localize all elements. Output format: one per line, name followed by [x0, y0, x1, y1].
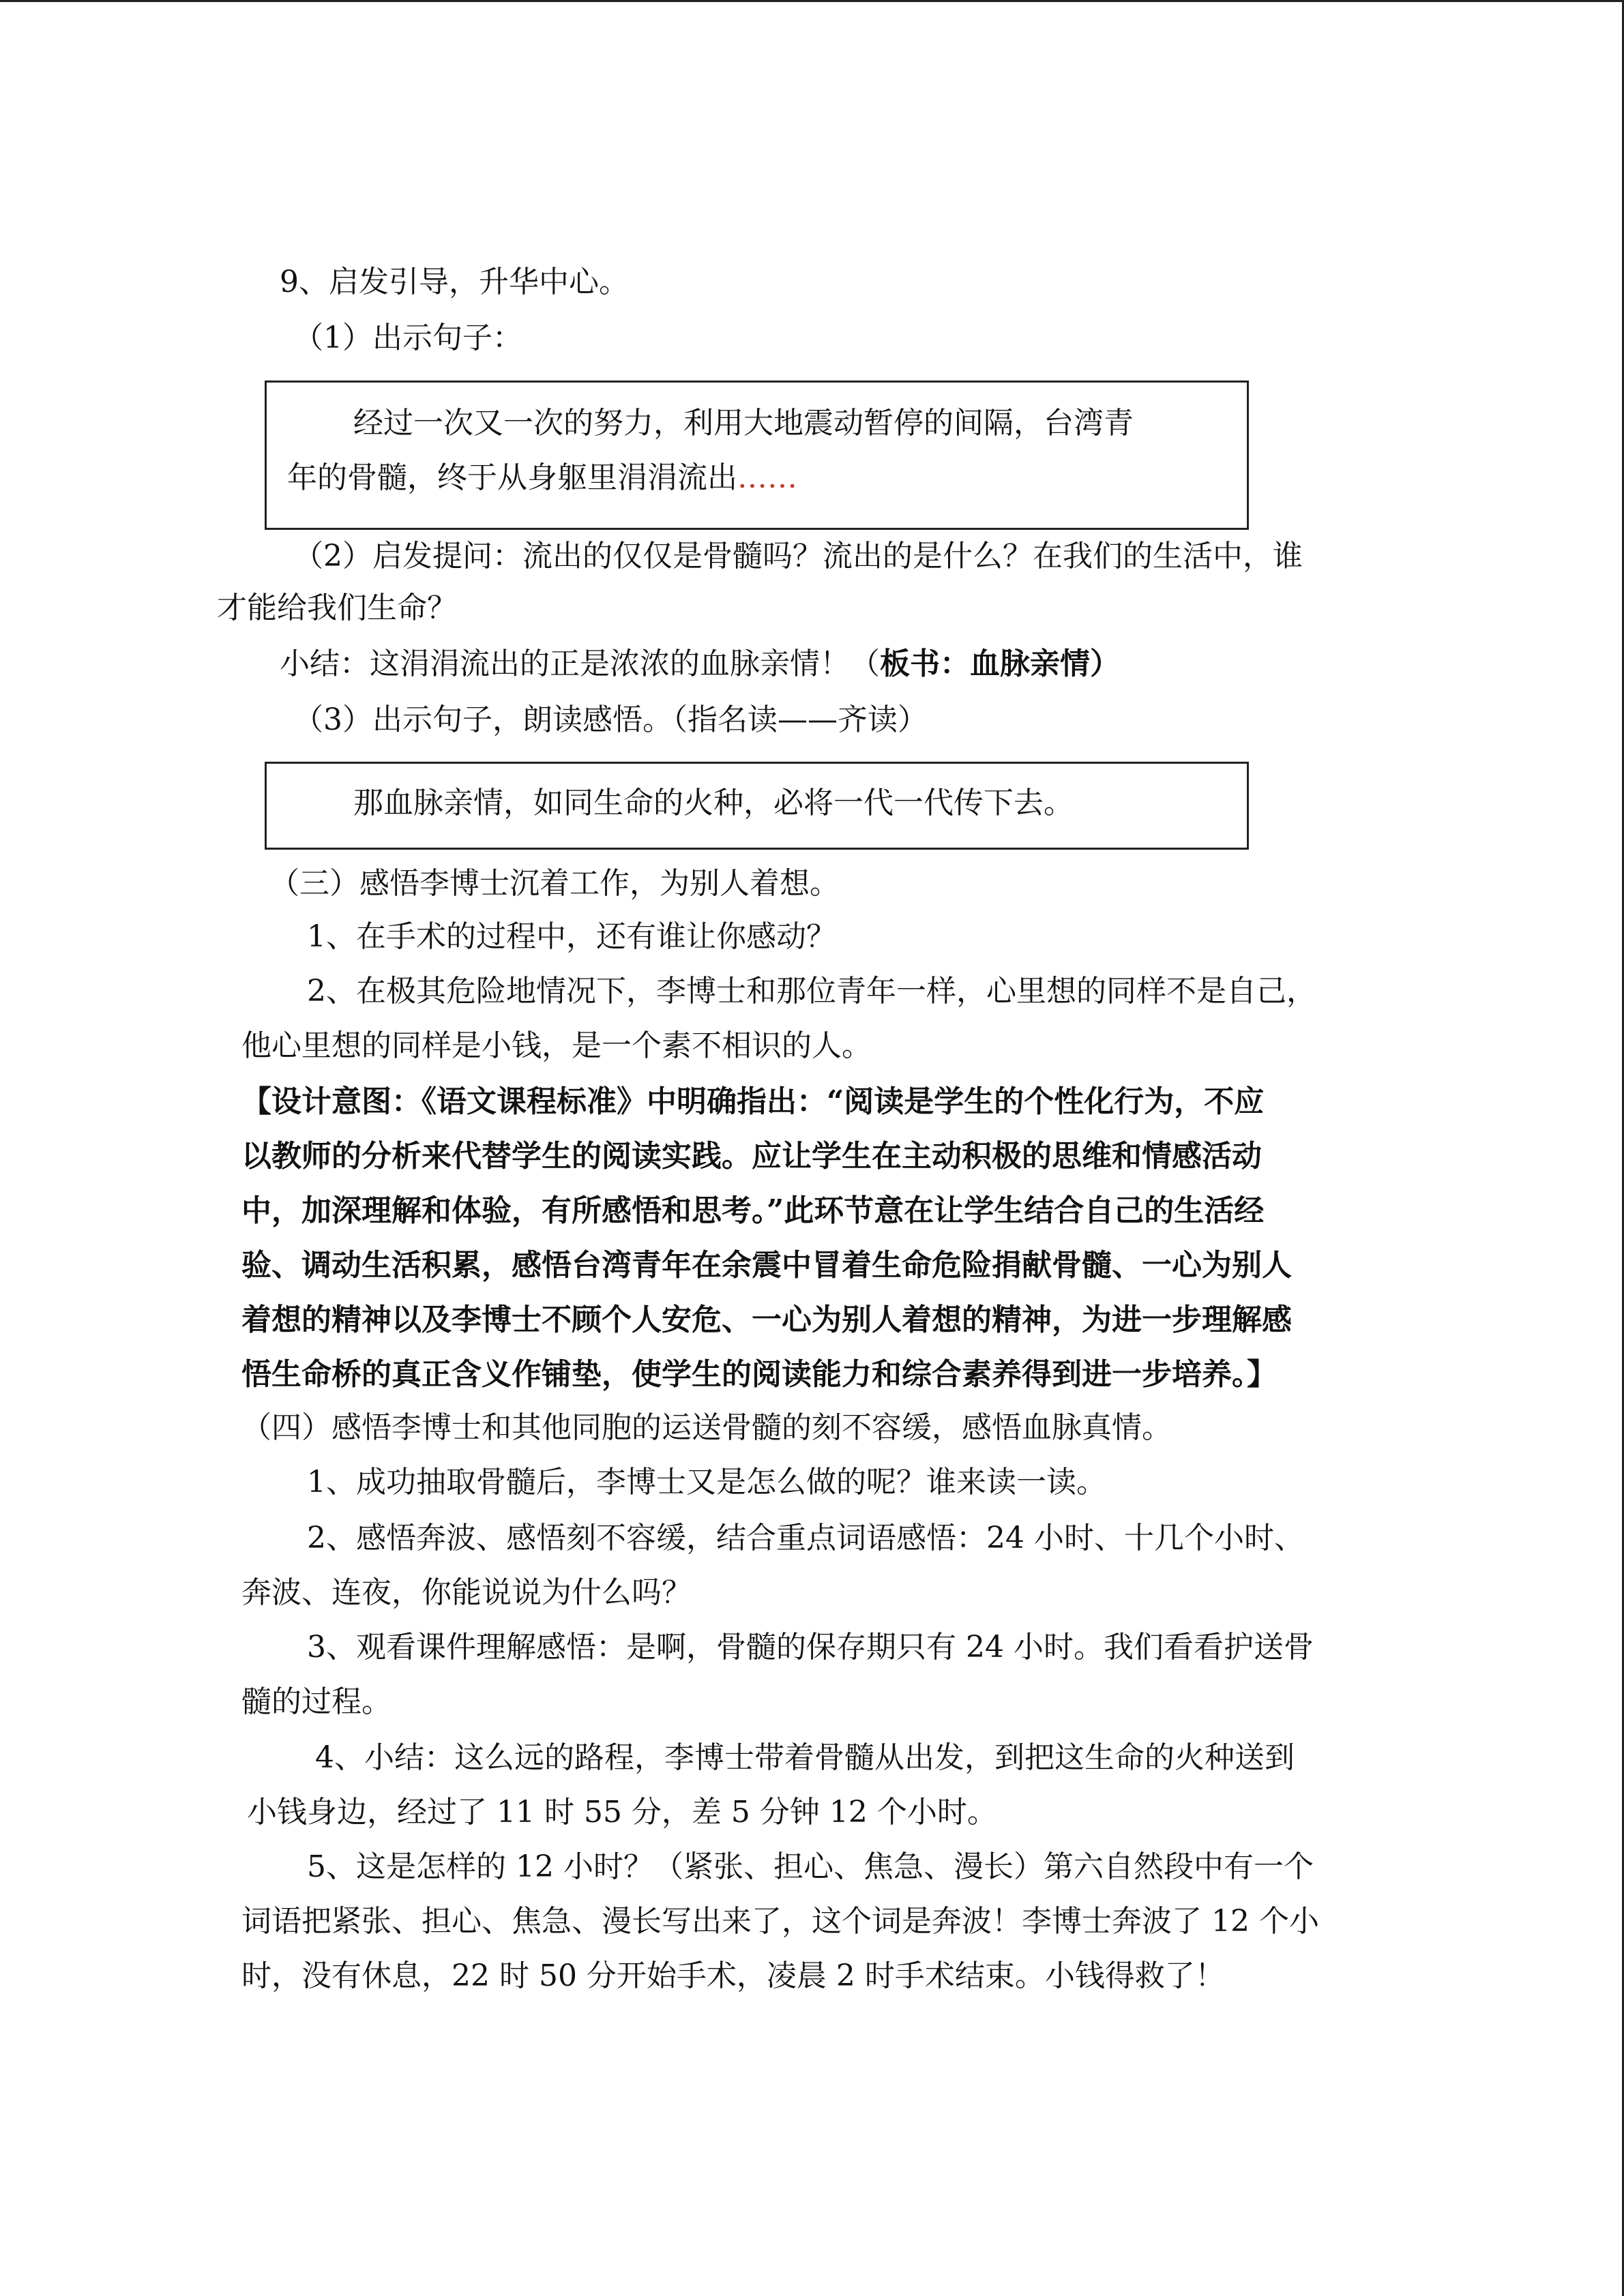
design-intent-line-1: 【设计意图：《语文课程标准》中明确指出：“阅读是学生的个性化行为，不应 — [241, 1084, 1265, 1119]
step-3-label: （3）出示句子，朗读感悟。（指名读——齐读） — [293, 702, 928, 737]
quote-box-1-line-1: 经过一次又一次的努力，利用大地震动暂停的间隔，台湾青 — [353, 406, 1134, 441]
page-border-top — [0, 0, 1624, 2]
step-2-question-cont: 才能给我们生命？ — [217, 591, 457, 625]
quote-box-2-line-1: 那血脉亲情，如同生命的火种，必将一代一代传下去。 — [353, 786, 1074, 820]
item-1: 1、在手术的过程中，还有谁让你感动？ — [307, 919, 836, 954]
quote-box-2 — [265, 762, 1249, 850]
section-heading-3: （三）感悟李博士沉着工作，为别人着想。 — [269, 866, 840, 901]
section-heading-4: （四）感悟李博士和其他同胞的运送骨髓的刻不容缓，感悟血脉真情。 — [241, 1410, 1172, 1445]
item-4-3: 3、观看课件理解感悟：是啊，骨髓的保存期只有 24 小时。我们看看护送骨 — [307, 1630, 1314, 1665]
item-4-3-cont: 髓的过程。 — [241, 1684, 392, 1719]
step-2-question: （2）启发提问：流出的仅仅是骨髓吗？流出的是什么？在我们的生活中，谁 — [293, 539, 1303, 573]
quote-box-1-text: 年的骨髓，终于从身躯里涓涓流出 — [287, 460, 737, 495]
design-intent-line-3: 中，加深理解和体验，有所感悟和思考。”此环节意在让学生结合自己的生活经 — [241, 1193, 1265, 1228]
item-4-5: 5、这是怎样的 12 小时？（紧张、担心、焦急、漫长）第六自然段中有一个 — [307, 1849, 1314, 1884]
item-4-2-cont: 奔波、连夜，你能说说为什么吗？ — [241, 1575, 692, 1610]
summary-line — [280, 644, 1120, 685]
ellipsis: …… — [737, 460, 797, 495]
item-2: 2、在极其危险地情况下，李博士和那位青年一样，心里想的同样不是自己， — [307, 974, 1316, 1009]
design-intent-line-2: 以教师的分析来代替学生的阅读实践。应让学生在主动积极的思维和情感活动 — [241, 1139, 1262, 1174]
summary-text: 小结：这涓涓流出的正是浓浓的血脉亲情！（ — [280, 646, 880, 681]
item-4-4-cont: 小钱身边，经过了 11 时 55 分，差 5 分钟 12 个小时。 — [247, 1795, 997, 1830]
item-4-5-cont-1: 词语把紧张、担心、焦急、漫长写出来了，这个词是奔波！李博士奔波了 12 个小 — [241, 1904, 1319, 1939]
quote-box-1 — [265, 381, 1249, 530]
design-intent-line-5: 着想的精神以及李博士不顾个人安危、一心为别人着想的精神，为进一步理解感 — [241, 1302, 1292, 1337]
quote-box-1-line-2 — [287, 458, 797, 498]
design-intent-line-6: 悟生命桥的真正含义作铺垫，使学生的阅读能力和综合素养得到进一步培养。】 — [241, 1357, 1277, 1392]
design-intent-line-4: 验、调动生活积累，感悟台湾青年在余震中冒着生命危险捐献骨髓、一心为别人 — [241, 1248, 1292, 1283]
section-heading-9: 9、启发引导，升华中心。 — [280, 265, 629, 299]
item-2-cont: 他心里想的同样是小钱，是一个素不相识的人。 — [241, 1028, 872, 1063]
item-4-5-cont-2: 时，没有休息，22 时 50 分开始手术，凌晨 2 时手术结束。小钱得救了！ — [241, 1958, 1225, 1993]
step-1-label: （1）出示句子： — [293, 320, 522, 355]
item-4-1: 1、成功抽取骨髓后，李博士又是怎么做的呢？谁来读一读。 — [307, 1465, 1106, 1500]
board-note: 板书：血脉亲情） — [880, 646, 1120, 681]
item-4-4: 4、小结：这么远的路程，李博士带着骨髓从出发，到把这生命的火种送到 — [315, 1740, 1295, 1775]
item-4-2: 2、感悟奔波、感悟刻不容缓，结合重点词语感悟：24 小时、十几个小时、 — [307, 1521, 1304, 1555]
